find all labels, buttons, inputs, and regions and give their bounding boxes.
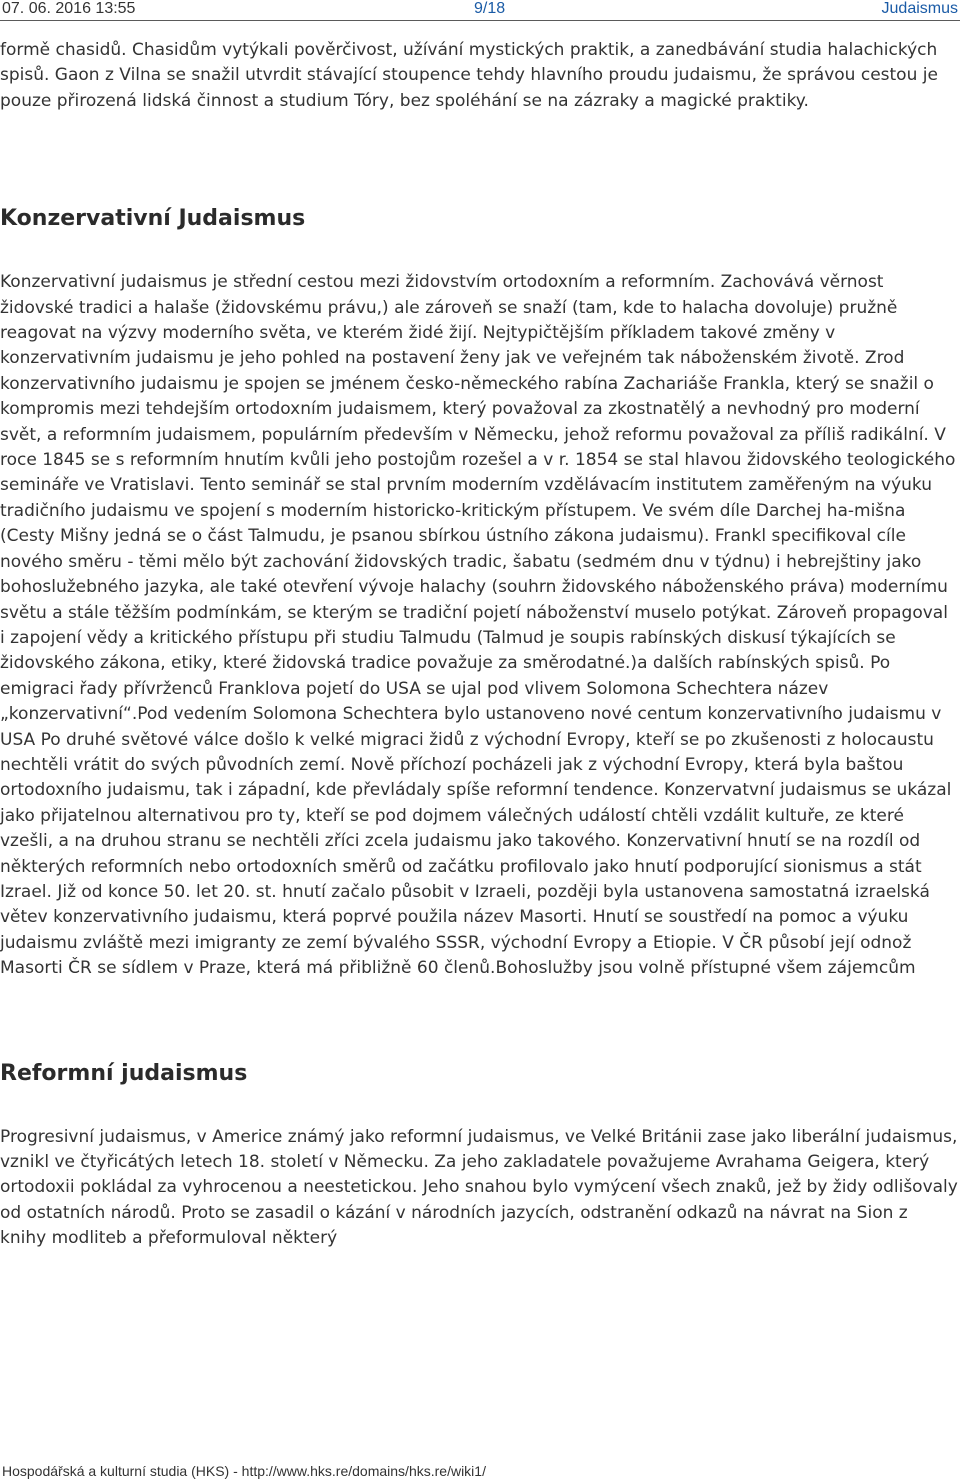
print-datetime: 07. 06. 2016 13:55 — [2, 0, 136, 17]
section-text-konzervativni: Konzervativní judaismus je střední cestou mezi židovstvím ortodoxním a reformním. Zachovává věrnost židovské tradici a halaše (židovskému právu,) ale zároveň se snaží (tam, kde to halacha dovoluje) pružně reagovat na výzvy moderního světa, ve kterém židé žijí. Nejtypičtějším příkladem takové změny v konzervativním judaismu je jeho pohled na postavení ženy jak ve veřejném tak náboženském životě. Zrod konzervativního judaismu je spojen se jménem česko-německého rabína Zachariáše Frankla, který se snažil o kompromis mezi tehdejším ortodoxním judaismem, který považoval za zkostnatělý a nevhodný pro moderní svět, a reformním judaismem, populárním především v Německu, jehož reformu považoval za příliš radikální. V roce 1845 se s reformním hnutím kvůli jeho postojům rozešel a v r. 1854 se stal hlavou židovského teologického semináře ve Vratislavi. Tento seminář se stal prvním moderním vzdělávacím institutem zaměřeným na výuku tradičního judaismu ve spojení s moderním historicko-kritickým přístupem. Ve svém díle Darchej ha-mišna (Cesty Mišny jedná se o část Talmudu, je psanou sbírkou ústního zákona judaismu). Frankl specifikoval cíle nového směru - těmi mělo být zachování židovských tradic, šabatu (sedmém dnu v týdnu) i hebrejštiny jako bohoslužebného jazyka, ale také otevření vývoje halachy (souhrn židovského náboženského práva) modernímu světu a stále těžším podmínkám, se kterým se tradiční pojetí náboženství muselo potýkat. Zároveň propagoval i zapojení vědy a kritického přístupu při studiu Talmudu (Talmud je soupis rabínských diskusí týkajících se židovského zákona, etiky, které židovská tradice považuje za směrodatné.)a dalších rabínských spisů. Po emigraci řady přívrženců Franklova pojetí do USA se ujal pod vlivem Solomona Schechtera název „konzervativní“.Pod vedením Solomona Schechtera bylo ustanoveno nové centum konzervativního judaismu v USA Po druhé světové válce došlo k velké migraci židů z východní Evropy, kteří se po zkušenosti z holocaustu nechtěli vrátit do svých původních zemí. Nově příchozí pocházeli jak z východní Evropy, která byla baštou ortodoxního judaismu, tak i západní, kde převládaly spíše reformní tendence. Konzervatvní judaismus se ukázal jako přijatelnou alternativou pro ty, kteří se pod dojmem válečných událostí chtěli vzdálit kultuře, ze které vzešli, a na druhou stranu se nechtěli zříci zcela judaismu jako takového. Konzervativní hnutí se na rozdíl od některých reformních nebo ortodoxních směrů od začátku profilovalo jako hnutí podporující sionismus a stát Izrael. Již od konce 50. let 20. st. hnutí začalo působit v Izraeli, později byla ustanovena samostatná izraelská větev konzervativního judaismu, která poprvé použila název Masorti. Hnutí se soustředí na pomoc a výuku judaismu zvláště mezi imigranty ze zemí bývalého SSSR, východní Evropy a Etiopie. V ČR působí její odnož Masorti ČR se sídlem v Praze, která má přibližně 60 členů.Bohoslužby jsou volně přístupné všem zájemcům — [0, 272, 956, 979]
section-heading-konzervativni: Konzervativní Judaismus — [0, 206, 306, 232]
page-number: 9/18 — [474, 0, 506, 17]
section-link[interactable]: Judaismus — [881, 0, 958, 17]
section-text-reformni: Progresivní judaismus, v Americe známý jako reformní judaismus, ve Velké Británii zase jako liberální judaismus, vznikl ve čtyřicátých letech 18. století v Německu. Za jeho zakladatele považujeme Avrahama Geigera, který ortodoxii pokládal za vyhrocenou a neestetickou. Jeho snahou bylo vymýcení všech znaků, jež by židy odlišovaly od ostatních národů. Proto se zasadil o kázání v národních jazycích, odstranění odkazů na návrat na Sion z knihy modliteb a přeformuloval některý — [0, 1126, 958, 1249]
document-body — [0, 38, 958, 1252]
page-footer: Hospodářská a kulturní studia (HKS) - http://www.hks.re/domains/hks.re/wiki1/ — [2, 1463, 486, 1479]
intro-paragraph: formě chasidů. Chasidům vytýkali pověrčivost, užívání mystických praktik, a zanedbávání studia halachických spisů. Gaon z Vilna se snažil utvrdit stávající stoupence tehdy hlavního proudu judaismu, že správou cestou je pouze přirozená lidská činnost a studium Tóry, bez spoléhání se na zázraky a magické praktiky. — [0, 40, 938, 111]
page-header — [0, 0, 960, 21]
section-heading-reformni: Reformní judaismus — [0, 1060, 248, 1086]
